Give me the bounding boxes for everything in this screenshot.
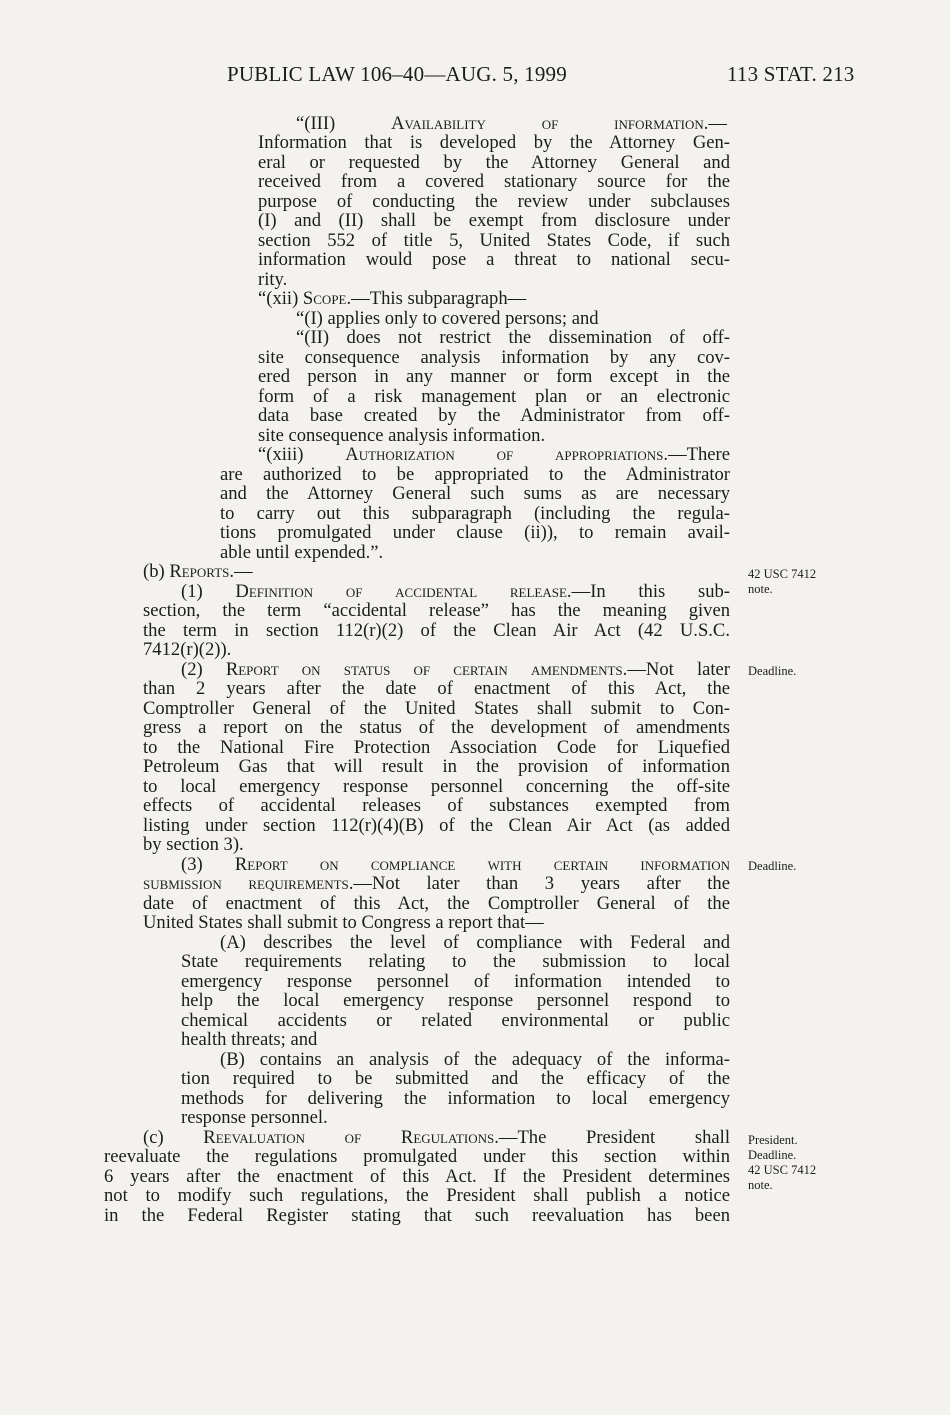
text-line: reevaluate the regulations promulgated under this section within — [104, 1146, 730, 1167]
text-line: received from a covered stationary source for the — [258, 171, 730, 192]
text-line: by section 3). — [143, 834, 244, 855]
text-line: response personnel. — [181, 1107, 328, 1128]
text-line: (c) Reevaluation of Regulations.—The President shall — [143, 1127, 730, 1148]
text-line: health threats; and — [181, 1029, 318, 1050]
text-line: to carry out this subparagraph (including the regula- — [220, 503, 730, 524]
text-line: form of a risk management plan or an electronic — [258, 386, 730, 407]
text-line: Petroleum Gas that will result in the provision of information — [143, 756, 730, 777]
text-line: Information that is developed by the Attorney Gen- — [258, 132, 730, 153]
text-line: gress a report on the status of the development of amendments — [143, 717, 730, 738]
text-line: tion required to be submitted and the efficacy of the — [181, 1068, 730, 1089]
text-line: submission requirements.—Not later than 3 years after the — [143, 873, 730, 894]
text-line: (1) Definition of accidental release.—In this sub- — [181, 581, 730, 602]
text-line: “(I) applies only to covered persons; and — [296, 308, 599, 329]
text-line: help the local emergency response personnel respond to — [181, 990, 730, 1011]
text-line: the term in section 112(r)(2) of the Clean Air Act (42 U.S.C. — [143, 620, 730, 641]
text-line: site consequence analysis information by any cov- — [258, 347, 730, 368]
text-line: and the Attorney General such sums as are necessary — [220, 483, 730, 504]
text-line: methods for delivering the information to local emergency — [181, 1088, 730, 1109]
text-line: State requirements relating to the submission to local — [181, 951, 730, 972]
margin-note: Deadline. — [748, 664, 797, 678]
margin-note: President. — [748, 1133, 798, 1147]
text-line: (B) contains an analysis of the adequacy of the informa- — [220, 1049, 730, 1070]
text-line: (2) Report on status of certain amendments.—Not later — [181, 659, 730, 680]
text-line: listing under section 112(r)(4)(B) of the Clean Air Act (as added — [143, 815, 730, 836]
text-line: ered person in any manner or form except in the — [258, 366, 730, 387]
text-line: “(xii) Scope.—This subparagraph— — [258, 288, 527, 309]
text-line: (I) and (II) shall be exempt from disclosure under — [258, 210, 730, 231]
text-line: United States shall submit to Congress a report that— — [143, 912, 544, 933]
text-line: are authorized to be appropriated to the Administrator — [220, 464, 730, 485]
text-line: not to modify such regulations, the President shall publish a notice — [104, 1185, 730, 1206]
text-line: “(II) does not restrict the dissemination of off- — [296, 327, 730, 348]
text-line: site consequence analysis information. — [258, 425, 546, 446]
text-line: in the Federal Register stating that such reevaluation has been — [104, 1205, 730, 1226]
margin-note: Deadline. — [748, 859, 797, 873]
text-line: eral or requested by the Attorney General and — [258, 152, 730, 173]
text-line: Comptroller General of the United States shall submit to Con- — [143, 698, 730, 719]
text-line: to local emergency response personnel concerning the off-site — [143, 776, 730, 797]
text-line: able until expended.”. — [220, 542, 384, 563]
text-line: effects of accidental releases of substances exempted from — [143, 795, 730, 816]
margin-note: 42 USC 7412 — [748, 567, 817, 581]
running-header-page-number: 113 STAT. 213 — [727, 62, 855, 86]
text-line: data base created by the Administrator from off- — [258, 405, 730, 426]
text-line: to the National Fire Protection Association Code for Liquefied — [143, 737, 730, 758]
margin-note: 42 USC 7412 — [748, 1163, 817, 1177]
text-line: (3) Report on compliance with certain information — [181, 854, 730, 875]
text-line: 7412(r)(2)). — [143, 639, 232, 660]
section-heading: (b) Reports.— — [143, 561, 253, 582]
text-line: tions promulgated under clause (ii)), to remain avail- — [220, 522, 730, 543]
margin-note: Deadline. — [748, 1148, 797, 1162]
margin-note: note. — [748, 1178, 773, 1192]
text-line: date of enactment of this Act, the Comptroller General of the — [143, 893, 730, 914]
text-line: information would pose a threat to national secu- — [258, 249, 730, 270]
text-line: section 552 of title 5, United States Code, if such — [258, 230, 730, 251]
text-line: 6 years after the enactment of this Act. If the President determines — [104, 1166, 730, 1187]
text-line: “(xiii) Authorization of appropriations.—There — [258, 444, 730, 465]
text-line: chemical accidents or related environmental or public — [181, 1010, 730, 1031]
text-line: rity. — [258, 269, 288, 290]
margin-note: note. — [748, 582, 773, 596]
text-line: section, the term “accidental release” has the meaning given — [143, 600, 730, 621]
text-line: “(III) Availability of information.— — [296, 113, 727, 134]
text-line: than 2 years after the date of enactment of this Act, the — [143, 678, 730, 699]
running-header-title: PUBLIC LAW 106–40—AUG. 5, 1999 — [227, 62, 567, 86]
text-line: purpose of conducting the review under subclauses — [258, 191, 730, 212]
text-line: emergency response personnel of information intended to — [181, 971, 730, 992]
text-line: (A) describes the level of compliance with Federal and — [220, 932, 730, 953]
